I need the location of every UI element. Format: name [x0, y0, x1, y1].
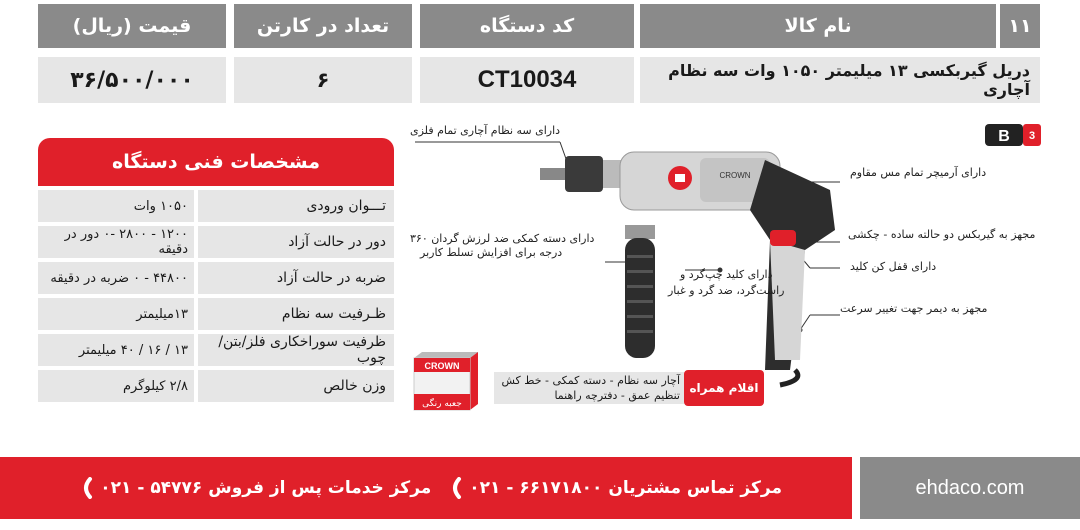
spec-value: ۱۳ / ۱۶ / ۴۰ میلیمتر [38, 334, 194, 366]
spec-row [38, 262, 394, 296]
index-header: ۱۱ [1000, 4, 1040, 48]
callout-chuck: دارای سه نظام آچاری تمام فلزی [410, 124, 561, 137]
spec-row [38, 334, 394, 368]
website-link[interactable]: ehdaco.com [860, 457, 1080, 519]
product-name: دریل گیربکسی ۱۳ میلیمتر ۱۰۵۰ وات سه نظام آچاری [640, 57, 1040, 103]
accessories-line2: تنظیم عمق - دفترچه راهنما [554, 389, 680, 402]
name-header: نام کالا [640, 4, 996, 48]
box-label: جعبه رنگی [422, 399, 462, 409]
phone-icon [80, 477, 94, 499]
box-brand: CROWN [424, 361, 460, 371]
brand-badge-icon [985, 124, 1041, 146]
callout-dimmer: مجهز به دیمر جهت تغییر سرعت [840, 302, 988, 315]
spec-label: ضربه در حالت آزاد [198, 262, 394, 294]
callout-switch-line2: راست‌گرد، ضد گرد و غبار [668, 284, 785, 297]
callout-switch-line1: دارای کلید چپ‌گرد و [680, 268, 773, 281]
product-code: CT10034 [420, 57, 634, 103]
phone-icon [449, 477, 463, 499]
callout-gearbox: مجهز به گیربکس دو حالته ساده - چکشی [848, 228, 1036, 241]
service-phone[interactable]: ۵۴۷۷۶ - ۰۲۱ [100, 478, 203, 498]
callout-armature: دارای آرمیچر تمام مس مقاوم [850, 166, 987, 179]
spec-row [38, 190, 394, 224]
customer-label: مرکز تماس مشتریان [608, 478, 782, 498]
drill-brand: CROWN [719, 171, 751, 180]
customer-contact [449, 477, 782, 499]
badge-sup: 3 [1028, 130, 1036, 142]
accessories-line1: آچار سه نظام - دسته کمکی - خط کش [501, 374, 680, 387]
price-header: قیمت (ریال) [38, 4, 226, 48]
callout-lock: دارای قفل کن کلید [850, 260, 937, 273]
spec-value: ۱۳میلیمتر [38, 298, 194, 330]
package-box-image [410, 350, 482, 412]
spec-row [38, 226, 394, 260]
service-label: مرکز خدمات پس از فروش [208, 478, 432, 498]
spec-value: ۴۴۸۰۰ - ۰ ضربه در دقیقه [38, 262, 194, 294]
spec-value: ۱۲۰۰ - ۲۸۰۰ -۰ دور در دقیقه [38, 226, 194, 258]
qty-header: تعداد در کارتن [234, 4, 412, 48]
code-header: کد دستگاه [420, 4, 634, 48]
spec-value: ۲/۸ کیلوگرم [38, 370, 194, 402]
spec-value: ۱۰۵۰ وات [38, 190, 194, 222]
product-qty: ۶ [234, 57, 412, 103]
spec-row [38, 298, 394, 332]
spec-label: تـــوان ورودی [198, 190, 394, 222]
contact-bar [0, 457, 852, 519]
accessories-list [494, 372, 684, 404]
specs-title: مشخصات فنی دستگاه [38, 138, 394, 186]
spec-label: ظـرفیت سه نظام [198, 298, 394, 330]
service-contact [80, 477, 431, 499]
accessories-label: اقلام همراه [684, 370, 764, 406]
callout-handle-line2: درجه برای افزایش تسلط کاربر [420, 246, 563, 259]
spec-label: وزن خالص [198, 370, 394, 402]
callout-handle-line1: دارای دسته کمکی ضد لرزش گردان ۳۶۰ [410, 232, 595, 245]
product-price: ۳۶/۵۰۰/۰۰۰ [38, 57, 226, 103]
customer-phone[interactable]: ۶۶۱۷۱۸۰۰ - ۰۲۱ [469, 478, 603, 498]
spec-label: ظرفیت سوراخکاری فلز/بتن/چوب [198, 334, 394, 366]
spec-row [38, 370, 394, 404]
badge-letter: B [998, 128, 1010, 145]
spec-label: دور در حالت آزاد [198, 226, 394, 258]
